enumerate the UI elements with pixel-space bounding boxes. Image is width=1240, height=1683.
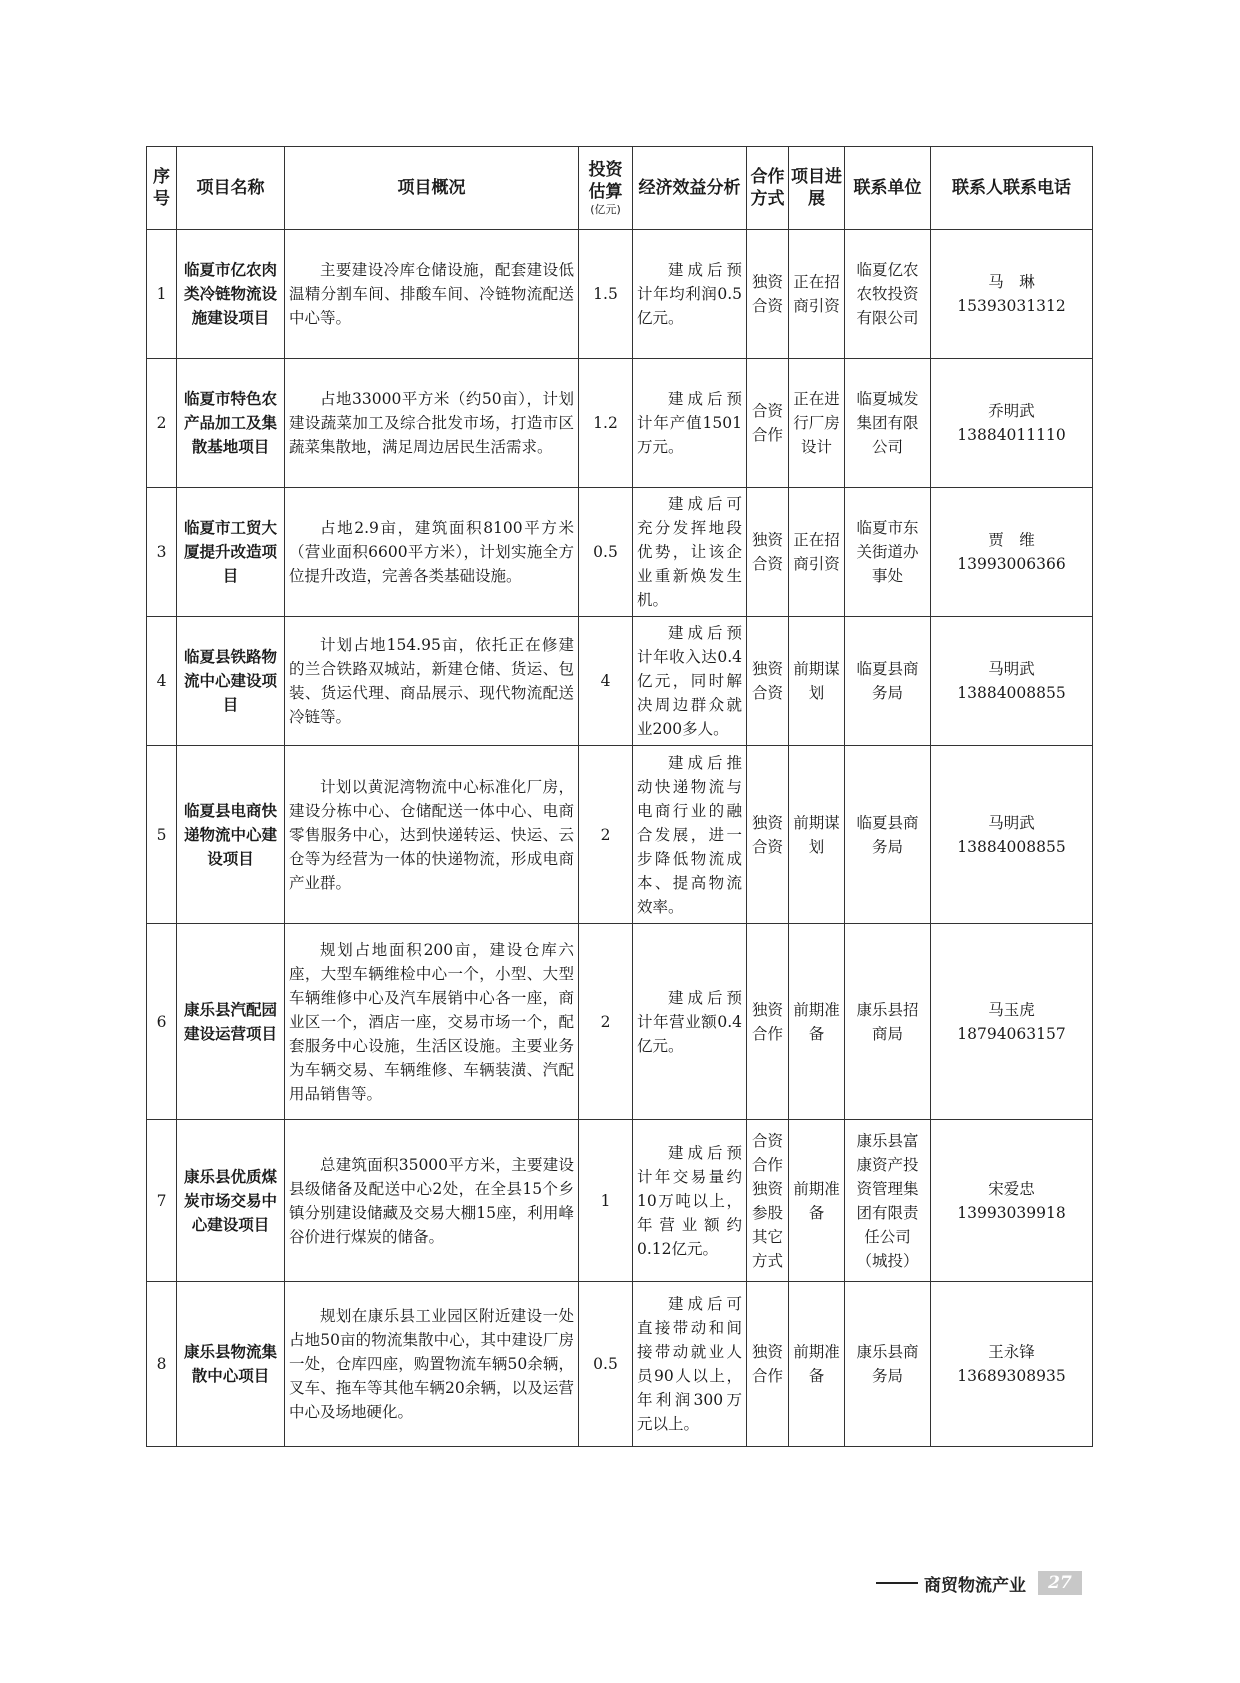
header-no: 序号	[147, 147, 177, 230]
header-overview: 项目概况	[285, 147, 579, 230]
economic-benefit: 建成后预计年营业额0.4亿元。	[633, 924, 747, 1120]
header-coop: 合作方式	[747, 147, 789, 230]
project-table	[146, 146, 1093, 1447]
footer-dash	[876, 1582, 918, 1584]
contact-name: 宋爱忠	[988, 1179, 1035, 1198]
investment-estimate: 0.5	[579, 1282, 633, 1447]
contact-name: 王永锋	[988, 1343, 1035, 1361]
contact-person	[931, 230, 1093, 359]
header-unit: 联系单位	[845, 147, 931, 230]
contact-unit: 临夏县商务局	[845, 746, 931, 924]
header-contact: 联系人联系电话	[931, 147, 1093, 230]
contact-name: 马明武	[988, 813, 1035, 832]
table-row	[147, 488, 1093, 617]
contact-person	[931, 359, 1093, 488]
header-name: 项目名称	[177, 147, 285, 230]
economic-benefit: 建成后预计年产值1501万元。	[633, 359, 747, 488]
project-overview: 占地33000平方米（约50亩），计划建设蔬菜加工及综合批发市场，打造市区蔬菜集散地，满足周边居民生活需求。	[285, 359, 579, 488]
header-invest-unit: (亿元)	[590, 203, 621, 216]
project-progress: 前期谋划	[789, 617, 845, 746]
row-number: 2	[147, 359, 177, 488]
contact-person	[931, 488, 1093, 617]
project-name: 临夏市亿农肉类冷链物流设施建设项目	[177, 230, 285, 359]
contact-name: 乔明武	[988, 402, 1035, 420]
page-footer	[876, 1570, 1082, 1596]
contact-unit: 康乐县富康资产投资管理集团有限责任公司（城投）	[845, 1120, 931, 1282]
project-name: 康乐县汽配园建设运营项目	[177, 924, 285, 1120]
project-progress: 正在进行厂房设计	[789, 359, 845, 488]
project-name: 临夏县电商快递物流中心建设项目	[177, 746, 285, 924]
table-row	[147, 924, 1093, 1120]
row-number: 1	[147, 230, 177, 359]
row-number: 4	[147, 617, 177, 746]
table-row	[147, 359, 1093, 488]
row-number: 7	[147, 1120, 177, 1282]
investment-estimate: 1.5	[579, 230, 633, 359]
table-row	[147, 1282, 1093, 1447]
contact-person	[931, 1282, 1093, 1447]
contact-phone: 13884011110	[957, 426, 1066, 444]
header-benefit: 经济效益分析	[633, 147, 747, 230]
header-progress: 项目进展	[789, 147, 845, 230]
contact-person	[931, 617, 1093, 746]
table-header-row	[147, 147, 1093, 230]
contact-name: 马 琳	[988, 273, 1035, 291]
table-row	[147, 230, 1093, 359]
project-name: 临夏市工贸大厦提升改造项目	[177, 488, 285, 617]
project-name: 康乐县物流集散中心项目	[177, 1282, 285, 1447]
page-number: 27	[1038, 1571, 1082, 1595]
contact-phone: 13884008855	[957, 684, 1066, 702]
economic-benefit: 建成后预计年均利润0.5亿元。	[633, 230, 747, 359]
project-progress: 前期准备	[789, 924, 845, 1120]
economic-benefit: 建成后推动快递物流与电商行业的融合发展，进一步降低物流成本、提高物流效率。	[633, 746, 747, 924]
row-number: 5	[147, 746, 177, 924]
contact-phone: 13993039918	[957, 1203, 1066, 1222]
contact-person	[931, 924, 1093, 1120]
economic-benefit: 建成后预计年收入达0.4亿元，同时解决周边群众就业200多人。	[633, 617, 747, 746]
project-progress: 正在招商引资	[789, 488, 845, 617]
contact-name: 马明武	[988, 660, 1035, 678]
economic-benefit: 建成后可直接带动和间接带动就业人员90人以上，年利润300万元以上。	[633, 1282, 747, 1447]
project-name: 临夏县铁路物流中心建设项目	[177, 617, 285, 746]
project-overview: 规划在康乐县工业园区附近建设一处占地50亩的物流集散中心，其中建设厂房一处，仓库四座，购置物流车辆50余辆，叉车、拖车等其他车辆20余辆，以及运营中心及场地硬化。	[285, 1282, 579, 1447]
project-name: 康乐县优质煤炭市场交易中心建设项目	[177, 1120, 285, 1282]
contact-phone: 13689308935	[957, 1367, 1066, 1385]
contact-unit: 康乐县招商局	[845, 924, 931, 1120]
contact-phone: 13884008855	[957, 837, 1066, 856]
contact-phone: 13993006366	[957, 555, 1066, 573]
contact-unit: 临夏城发集团有限公司	[845, 359, 931, 488]
project-progress: 正在招商引资	[789, 230, 845, 359]
project-progress: 前期准备	[789, 1282, 845, 1447]
contact-unit: 临夏亿农农牧投资有限公司	[845, 230, 931, 359]
table-row	[147, 617, 1093, 746]
cooperation-mode: 合资合作	[747, 359, 789, 488]
footer-section-title: 商贸物流产业	[924, 1575, 1026, 1596]
investment-estimate: 2	[579, 746, 633, 924]
table-row	[147, 1120, 1093, 1282]
cooperation-mode: 独资合作	[747, 924, 789, 1120]
investment-estimate: 4	[579, 617, 633, 746]
project-overview: 主要建设冷库仓储设施，配套建设低温精分割车间、排酸车间、冷链物流配送中心等。	[285, 230, 579, 359]
project-overview: 规划占地面积200亩，建设仓库六座，大型车辆维检中心一个，小型、大型车辆维修中心及汽车展销中心各一座，商业区一个，酒店一座，交易市场一个，配套服务中心设施，生活区设施。主要业务为车辆交易、车辆维修、车辆装潢、汽配用品销售等。	[285, 924, 579, 1120]
project-name: 临夏市特色农产品加工及集散基地项目	[177, 359, 285, 488]
project-progress: 前期谋划	[789, 746, 845, 924]
row-number: 8	[147, 1282, 177, 1447]
contact-phone: 18794063157	[957, 1024, 1066, 1043]
economic-benefit: 建成后可充分发挥地段优势，让该企业重新焕发生机。	[633, 488, 747, 617]
contact-unit: 临夏县商务局	[845, 617, 931, 746]
investment-estimate: 2	[579, 924, 633, 1120]
contact-unit: 康乐县商务局	[845, 1282, 931, 1447]
project-overview: 占地2.9亩，建筑面积8100平方米（营业面积6600平方米），计划实施全方位提升改造，完善各类基础设施。	[285, 488, 579, 617]
table-row	[147, 746, 1093, 924]
cooperation-mode: 独资合资	[747, 746, 789, 924]
investment-estimate: 0.5	[579, 488, 633, 617]
row-number: 6	[147, 924, 177, 1120]
project-progress: 前期准备	[789, 1120, 845, 1282]
cooperation-mode: 独资合资	[747, 617, 789, 746]
economic-benefit: 建成后预计年交易量约10万吨以上，年营业额约0.12亿元。	[633, 1120, 747, 1282]
investment-estimate: 1.2	[579, 359, 633, 488]
investment-estimate: 1	[579, 1120, 633, 1282]
row-number: 3	[147, 488, 177, 617]
cooperation-mode: 独资合资	[747, 230, 789, 359]
contact-phone: 15393031312	[957, 297, 1066, 315]
cooperation-mode: 独资合资	[747, 488, 789, 617]
project-overview: 计划以黄泥湾物流中心标准化厂房，建设分栋中心、仓储配送一体中心、电商零售服务中心，达到快递转运、快运、云仓等为经营为一体的快递物流，形成电商产业群。	[285, 746, 579, 924]
project-overview: 计划占地154.95亩，依托正在修建的兰合铁路双城站，新建仓储、货运、包装、货运代理、商品展示、现代物流配送冷链等。	[285, 617, 579, 746]
contact-name: 贾 维	[988, 531, 1035, 549]
contact-person	[931, 746, 1093, 924]
contact-person	[931, 1120, 1093, 1282]
contact-unit: 临夏市东关街道办事处	[845, 488, 931, 617]
header-invest: 投资估算 (亿元)	[579, 147, 633, 230]
cooperation-mode: 独资合作	[747, 1282, 789, 1447]
contact-name: 马玉虎	[988, 1000, 1035, 1019]
project-overview: 总建筑面积35000平方米，主要建设县级储备及配送中心2处，在全县15个乡镇分别建设储藏及交易大棚15座，利用峰谷价进行煤炭的储备。	[285, 1120, 579, 1282]
cooperation-mode: 合资合作独资参股其它方式	[747, 1120, 789, 1282]
